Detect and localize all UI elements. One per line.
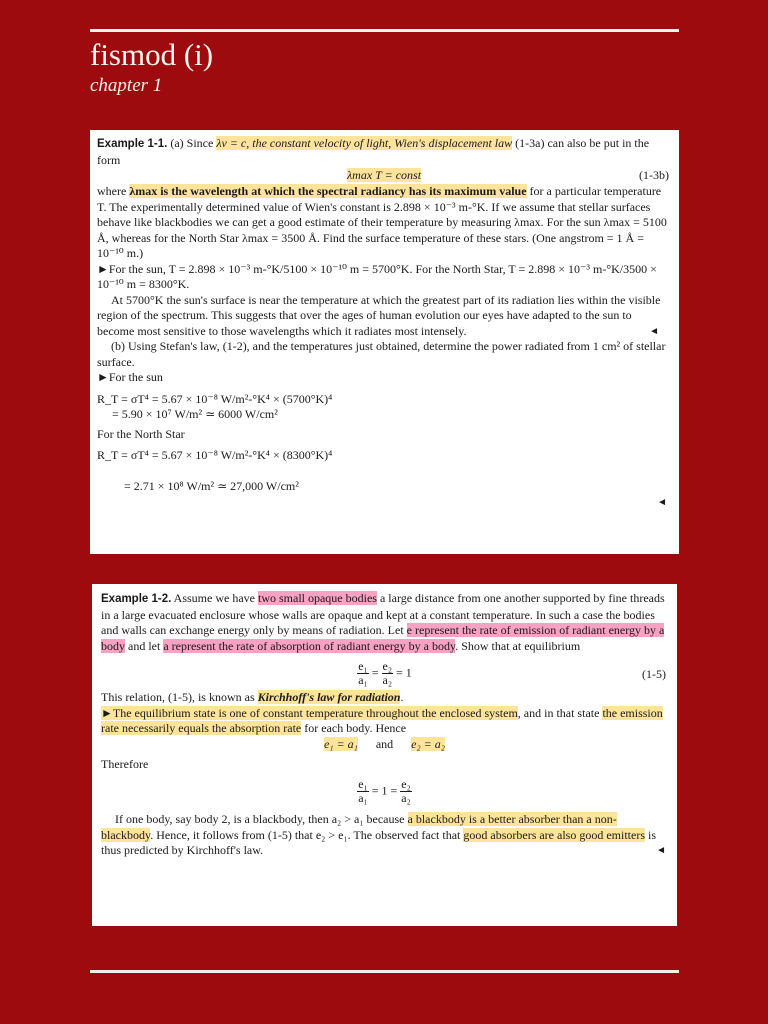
highlight-emission-equals-absorption: the emission rate necessarily equals the absorption rate — [101, 705, 663, 735]
example-1-2-card — [92, 584, 677, 926]
equation-1-3b: λmax T = const (1-3b) — [346, 168, 669, 182]
for-north-star-label: For the North Star — [97, 426, 185, 441]
example-1-1-intro: Example 1-1. (a) Since λν = c, the constant velocity of light, Wien's displacement law (1-3a) can also be put in the form — [97, 136, 650, 167]
highlight-kirchhoff-law: Kirchhoff's law for radiation — [257, 690, 401, 704]
north-equation-line-1: R_T = σT⁴ = 5.67 × 10⁻⁸ W/m²-°K⁴ × (8300°K)⁴ — [97, 448, 333, 462]
example-1-2-intro: Example 1-2. Assume we have two small opaque bodies a large distance from one another supported by fine threads in a large evacuated enclosure whose walls are opaque and kept at a constant temperature. In such a case the bodies and walls can exchange energy only by means of radiation. Let e represent the rate of emission of radiant energy by a body and let a represent the rate of absorption of radiant energy by a body. Show that at equilibrium — [101, 591, 665, 653]
example-1-2-conclusion: If one body, say body 2, is a blackbody, then a₂ > a₁ because a blackbody is a better absorber than a non-blackbody. Hence, it follows from (1-5) that e₂ > e₁. The observed fact that good absorbers are also good emitters is thus predicted by Kirchhoff's law. ◄ — [101, 812, 666, 857]
page-subtitle: chapter 1 — [90, 75, 163, 96]
highlight-better-absorber: a blackbody is a better absorber than a non-blackbody — [101, 812, 617, 842]
top-rule — [90, 29, 679, 32]
equation-1-5: $\frac{\text{e₁}}{\text{a₁}}$ = $\frac{\text{e₂}}{\text{a₂}}$ = 1 (1-5) — [358, 659, 666, 687]
equality-pair: e₁ = a₁ and e₂ = a₂ — [324, 736, 445, 751]
example-1-1-visible-paragraph: At 5700°K the sun's surface is near the temperature at which the greatest part of its radiation lies within the visible region of the spectrum. This suggests that over the ages of human evolution our eyes have adapted to the sun to become most sensitive to those wavelengths which it radiates most intensely. ◄ — [97, 292, 661, 338]
page-title: fismod (i) — [90, 37, 214, 72]
therefore-label: Therefore — [101, 756, 149, 771]
highlight-absorption-rate: a represent the rate of absorption of radiant energy by a body — [163, 638, 456, 653]
end-marker-icon: ◄ — [657, 496, 667, 508]
highlight-good-absorbers: good absorbers are also good emitters — [463, 827, 645, 842]
final-equation: $\frac{\text{e₁}}{\text{a₁}}$ = 1 = $\frac{\text{e₂}}{\text{a₂}}$ — [358, 777, 411, 805]
example-1-1-solution-a: ►For the sun, T = 2.898 × 10⁻³ m-°K/5100 × 10⁻¹⁰ m = 5700°K. For the North Star, T = 2.898 × 10⁻³ m-°K/3500 × 10⁻¹⁰ m = 8300°K. — [97, 261, 657, 291]
kirchhoff-relation: This relation, (1-5), is known as Kirchhoff's law for radiation. — [101, 690, 404, 704]
sun-equation-line-1: R_T = σT⁴ = 5.67 × 10⁻⁸ W/m²-°K⁴ × (5700°K)⁴ — [97, 391, 333, 406]
highlight-wien-law: λν = c, the constant velocity of light, Wien's displacement law — [216, 136, 513, 150]
end-marker-icon: ◄ — [656, 845, 666, 856]
north-equation-line-2: = 2.71 × 10⁸ W/m² ≃ 27,000 W/cm² ◄ — [97, 464, 671, 526]
example-1-2-solution: ►The equilibrium state is one of constant temperature throughout the enclosed system, and in that state the emission rate necessarily equals the absorption rate for each body. Hence — [101, 705, 663, 735]
highlight-opaque-bodies: two small opaque bodies — [257, 591, 377, 605]
bottom-rule — [90, 970, 679, 973]
end-marker-icon: ◄ — [649, 325, 659, 337]
example-1-1-heading: Example 1-1. — [97, 138, 168, 150]
highlight-emission-rate: e represent the rate of emission of radiant energy by a body — [101, 623, 665, 653]
for-sun-label: ►For the sun — [97, 370, 163, 384]
example-1-1-where: where λmax is the wavelength at which the spectral radiancy has its maximum value for a particular temperature T. The experimentally determined value of Wien's constant is 2.898 × 10⁻³ m-°K. If we assume that stellar surfaces behave like blackbodies we can get a good estimate of their temperature by measuring λmax. For the sun λmax = 5100 Å, whereas for the North Star λmax = 3500 Å. Find the surface temperature of these stars. (One angstrom = 1 Å = 10⁻¹⁰ m.) — [97, 184, 667, 260]
sun-equation-line-2: = 5.90 × 10⁷ W/m² ≃ 6000 W/cm² — [97, 407, 278, 421]
highlight-equilibrium-state: ►The equilibrium state is one of constant temperature throughout the enclosed system — [101, 705, 518, 720]
example-1-1-part-b: (b) Using Stefan's law, (1-2), and the temperatures just obtained, determine the power radiated from 1 cm² of stellar surface. — [97, 339, 666, 369]
example-1-1-card — [90, 130, 679, 554]
highlight-lambda-max: λmax is the wavelength at which the spectral radiancy has its maximum value — [129, 184, 527, 198]
example-1-2-heading: Example 1-2. — [101, 593, 172, 605]
